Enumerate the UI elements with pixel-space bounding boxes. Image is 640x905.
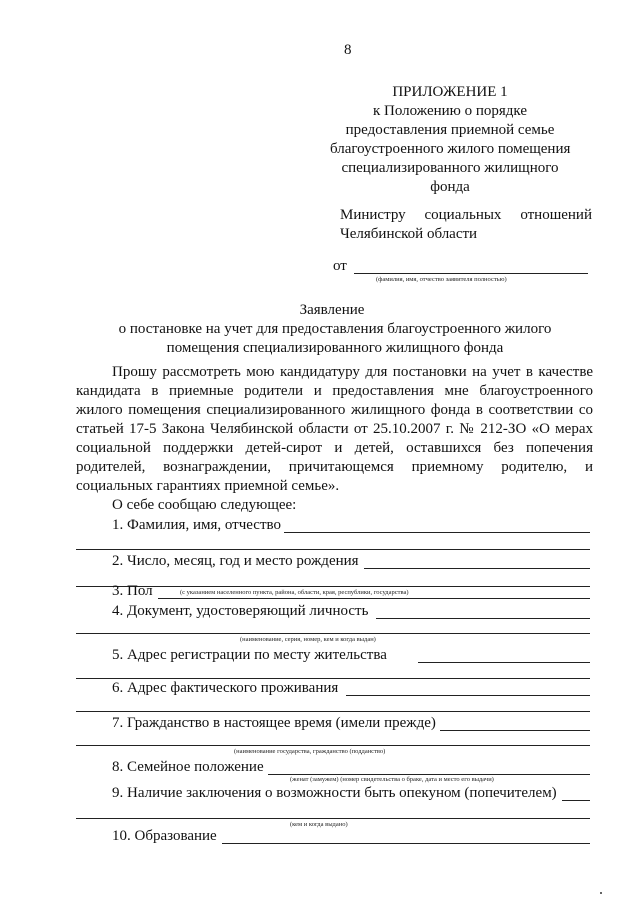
body-line: статьей 17-5 Закона Челябинской области от 25.10.2007 г. № 212-ЗО «О мерах	[76, 421, 593, 437]
appendix-title: ПРИЛОЖЕНИЕ 1	[392, 84, 508, 100]
addressee-line1: Министру социальных отношений	[340, 207, 592, 223]
field-citizenship-hint: (наименование государства, гражданство (подданство)	[234, 748, 386, 755]
statement-subtitle-line1: о постановке на учет для предоставления благоустроенного жилого	[118, 321, 552, 337]
field-full-name-input-2[interactable]	[76, 549, 590, 550]
field-marital-input[interactable]	[268, 774, 590, 775]
field-id-doc-input-2[interactable]	[76, 633, 590, 634]
field-id-doc-hint: (наименование, серия, номер, кем и когда выдан)	[240, 636, 376, 643]
field-birth-input[interactable]	[364, 568, 590, 569]
field-guardian-input[interactable]	[562, 800, 590, 801]
field-marital-hint: (женат (замужем) (номер свидетельства о браке, дата и место его выдачи)	[290, 776, 494, 783]
field-sex-label: 3. Пол	[112, 583, 153, 599]
appendix-line: предоставления приемной семье	[345, 122, 555, 138]
body-line: Прошу рассмотреть мою кандидатуру для постановки на учет в качестве	[112, 364, 593, 380]
field-birth-label: 2. Число, месяц, год и место рождения	[112, 553, 359, 569]
appendix-line: специализированного жилищного	[341, 160, 559, 176]
statement-subtitle-line2: помещения специализированного жилищного фонда	[166, 340, 504, 356]
field-actual-address-label: 6. Адрес фактического проживания	[112, 680, 339, 696]
field-birth-hint: (с указанием населенного пункта, района, области, края, республики, государства)	[180, 589, 409, 596]
field-education-label: 10. Образование	[112, 828, 217, 844]
field-reg-address-input-2[interactable]	[76, 678, 590, 679]
appendix-line: благоустроенного жилого помещения	[330, 141, 571, 157]
field-citizenship-label: 7. Гражданство в настоящее время (имели прежде)	[112, 715, 436, 731]
from-label: от	[333, 258, 347, 274]
page-number: 8	[344, 42, 352, 58]
from-field[interactable]	[354, 273, 588, 274]
field-actual-address-input-2[interactable]	[76, 711, 590, 712]
field-education-input[interactable]	[222, 843, 590, 844]
field-sex-input[interactable]	[158, 598, 590, 599]
field-guardian-label: 9. Наличие заключения о возможности быть опекуном (попечителем)	[112, 785, 557, 801]
field-reg-address-label: 5. Адрес регистрации по месту жительства	[112, 647, 387, 663]
body-line: жилого помещения специализированного жилищного фонда в соответствии со	[76, 402, 593, 418]
body-line: кандидата в приемные родители и предоставления мне благоустроенного	[76, 383, 593, 399]
body-last-line: социальных гарантиях приемной семье».	[76, 478, 340, 494]
statement-title: Заявление	[299, 302, 365, 318]
body-line: социальной поддержки детей-сирот и детей, оставшихся без попечения	[76, 440, 593, 456]
field-citizenship-input[interactable]	[440, 730, 590, 731]
field-guardian-hint: (кем и когда выдано)	[290, 821, 348, 828]
body-line: родителей, вознаграждении, причитающемся приемному родителю, и	[76, 459, 593, 475]
field-guardian-input-2[interactable]	[76, 818, 590, 819]
appendix-line: фонда	[430, 179, 470, 195]
field-birth-input-2[interactable]	[76, 586, 590, 587]
field-id-doc-label: 4. Документ, удостоверяющий личность	[112, 603, 369, 619]
field-reg-address-input[interactable]	[418, 662, 590, 663]
body-intro: О себе сообщаю следующее:	[112, 497, 297, 513]
field-full-name-label: 1. Фамилия, имя, отчество	[112, 517, 281, 533]
field-marital-label: 8. Семейное положение	[112, 759, 264, 775]
field-actual-address-input[interactable]	[346, 695, 590, 696]
scan-speck	[600, 892, 602, 894]
field-id-doc-input[interactable]	[376, 618, 590, 619]
addressee-line2: Челябинской области	[340, 226, 478, 242]
field-citizenship-input-2[interactable]	[76, 745, 590, 746]
from-hint: (фамилия, имя, отчество заявителя полностью)	[376, 276, 507, 283]
appendix-line: к Положению о порядке	[373, 103, 527, 119]
field-full-name-input[interactable]	[284, 532, 590, 533]
